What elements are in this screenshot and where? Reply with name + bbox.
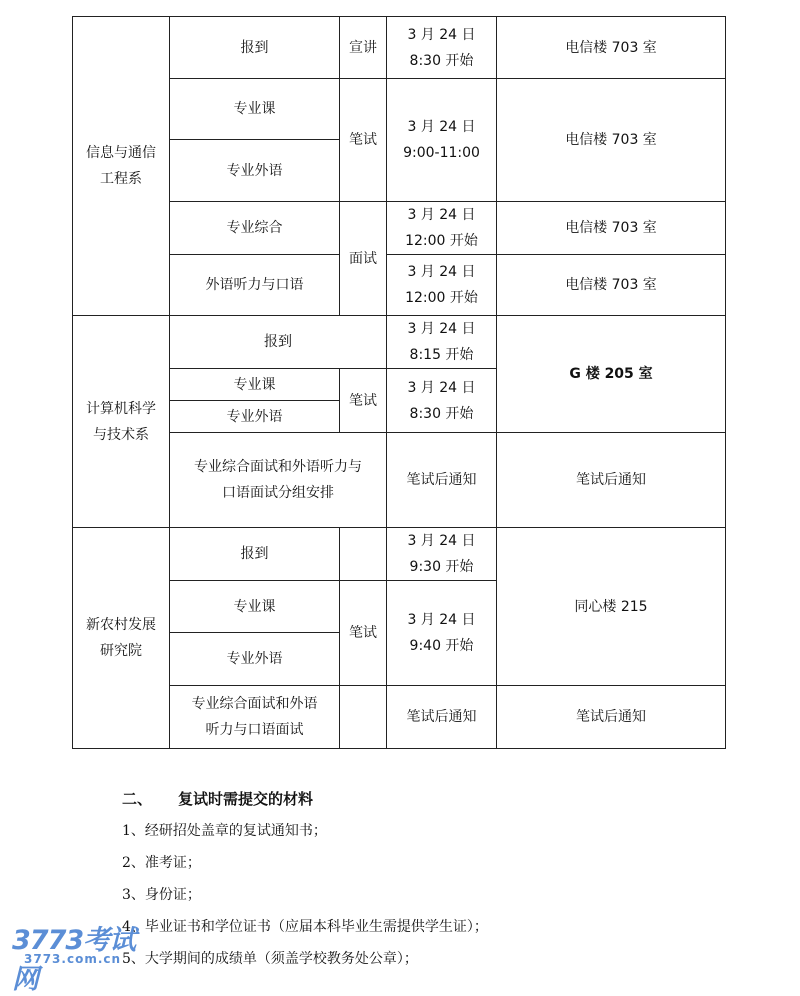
time-start: 9:30 开始 <box>409 559 474 575</box>
material-item: 1、经研招处盖章的复试通知书； <box>122 823 327 839</box>
place-cell: 电信楼 703 室 <box>497 255 726 316</box>
material-item: 3、身份证； <box>122 887 201 903</box>
time-start: 12:00 开始 <box>405 290 478 306</box>
item-cell <box>170 433 387 528</box>
type-cell: 笔试 <box>340 79 387 202</box>
table-row <box>73 17 726 79</box>
table-row <box>73 686 726 749</box>
department-cell <box>73 316 170 528</box>
time-date: 3 月 24 日 <box>407 321 476 337</box>
department-cell <box>73 528 170 749</box>
time-cell <box>387 316 497 369</box>
place-cell: 电信楼 703 室 <box>497 202 726 255</box>
place-cell: 笔试后通知 <box>497 433 726 528</box>
time-date: 3 月 24 日 <box>407 612 476 628</box>
department-name: 信息与通信工程系 <box>86 145 156 187</box>
type-cell: 笔试 <box>340 581 387 686</box>
table-row <box>73 202 726 255</box>
item-line-2: 口语面试分组安排 <box>222 485 334 501</box>
time-cell <box>387 79 497 202</box>
item-cell: 专业课 <box>170 79 340 140</box>
item-cell: 专业课 <box>170 581 340 633</box>
time-date: 3 月 24 日 <box>407 26 476 43</box>
watermark-logo <box>10 918 150 995</box>
table-row <box>73 433 726 528</box>
item-cell: 专业外语 <box>170 633 340 686</box>
time-cell <box>387 17 497 79</box>
time-start: 8:15 开始 <box>409 347 474 363</box>
item-cell: 报到 <box>170 528 340 581</box>
item-cell: 报到 <box>170 316 387 369</box>
type-cell: 笔试 <box>340 369 387 433</box>
section-title: 复试时需提交的材料 <box>178 790 314 808</box>
material-item: 5、大学期间的成绩单（须盖学校教务处公章）； <box>122 951 418 967</box>
time-date: 3 月 24 日 <box>407 533 476 549</box>
time-cell: 笔试后通知 <box>387 433 497 528</box>
place-cell: G 楼 205 室 <box>497 316 726 433</box>
table-row <box>73 528 726 581</box>
section-number: 二、 <box>122 790 153 808</box>
material-item: 4、毕业证书和学位证书（应届本科毕业生需提供学生证）； <box>122 919 488 935</box>
department-name: 新农村发展研究院 <box>86 617 156 659</box>
place-cell: 笔试后通知 <box>497 686 726 749</box>
type-cell: 宣讲 <box>340 17 387 79</box>
item-cell: 专业综合 <box>170 202 340 255</box>
time-cell <box>387 255 497 316</box>
retest-schedule-table <box>72 16 726 749</box>
time-start: 12:00 开始 <box>405 233 478 249</box>
time-cell <box>387 369 497 433</box>
time-start: 9:40 开始 <box>409 638 474 654</box>
time-date: 3 月 24 日 <box>407 119 476 135</box>
type-cell: 面试 <box>340 202 387 316</box>
item-line-1: 专业综合面试和外语听力与 <box>194 459 362 475</box>
watermark-brand: 3773考试网 <box>12 925 136 995</box>
time-date: 3 月 24 日 <box>407 379 476 396</box>
place-cell: 电信楼 703 室 <box>497 17 726 79</box>
item-cell: 专业外语 <box>170 140 340 202</box>
type-cell <box>340 686 387 749</box>
time-date: 3 月 24 日 <box>407 207 476 223</box>
time-cell <box>387 202 497 255</box>
time-cell <box>387 581 497 686</box>
item-cell: 外语听力与口语 <box>170 255 340 316</box>
table-row <box>73 316 726 369</box>
item-cell: 专业课 <box>170 369 340 401</box>
material-item: 2、准考证； <box>122 855 201 871</box>
section-heading <box>122 788 313 809</box>
time-cell: 笔试后通知 <box>387 686 497 749</box>
item-cell: 报到 <box>170 17 340 79</box>
time-date: 3 月 24 日 <box>407 264 476 280</box>
department-name: 计算机科学与技术系 <box>86 400 156 443</box>
type-cell <box>340 528 387 581</box>
item-line-2: 听力与口语面试 <box>205 722 304 738</box>
table-row <box>73 79 726 140</box>
item-cell <box>170 686 340 749</box>
place-cell: 同心楼 215 <box>497 528 726 686</box>
time-start: 8:30 开始 <box>409 405 474 422</box>
department-cell <box>73 17 170 316</box>
watermark-url: 3773.com.cn <box>24 952 122 966</box>
time-cell <box>387 528 497 581</box>
time-start: 9:00-11:00 <box>403 145 480 161</box>
time-start: 8:30 开始 <box>409 52 474 69</box>
item-line-1: 专业综合面试和外语 <box>191 696 318 712</box>
item-cell: 专业外语 <box>170 401 340 433</box>
table-row <box>73 255 726 316</box>
place-cell: 电信楼 703 室 <box>497 79 726 202</box>
